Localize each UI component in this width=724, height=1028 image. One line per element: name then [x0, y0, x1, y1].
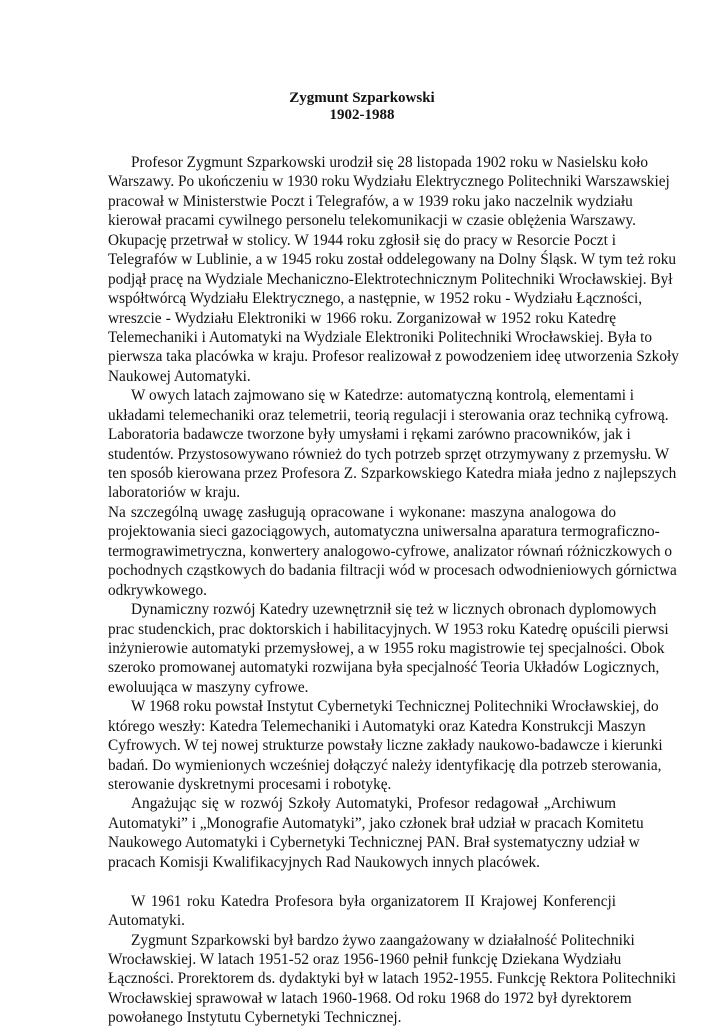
- text-line: W owych latach zajmowano się w Katedrze: automatyczną kontrolą, elementami i: [131, 387, 635, 405]
- paragraph: [108, 600, 669, 697]
- text-line: Naukowej Automatyki.: [108, 367, 251, 385]
- paragraph: [108, 892, 616, 931]
- text-line: Warszawy. Po ukończeniu w 1930 roku Wydziału Elektrycznego Politechniki Warszawskiej: [108, 173, 670, 191]
- text-line: termograwimetryczna, konwertery analogowo-cyfrowe, analizator równań różniczkowych o: [108, 542, 673, 560]
- text-line: współtwórcą Wydziału Elektrycznego, a następnie, w 1952 roku - Wydziału Łączności,: [108, 290, 643, 308]
- text-line: Automatyki” i „Monografie Automatyki”, jako członek brał udział w pracach Komitetu: [108, 814, 644, 832]
- text-line: Automatyki.: [108, 912, 185, 930]
- text-line: powołanego Instytutu Cybernetyki Technicznej.: [108, 1009, 402, 1027]
- text-line: Cyfrowych. W tej nowej strukturze powstały liczne zakłady naukowo-badawcze i kierunki: [108, 737, 663, 755]
- text-line: szeroko promowanej automatyki rozwijana była specjalność Teoria Układów Logicznych,: [108, 659, 660, 677]
- text-line: odkrywkowego.: [108, 581, 207, 599]
- text-line: kierował pracami cywilnego personelu telekomunikacji w czasie oblężenia Warszawy.: [108, 212, 636, 230]
- text-line: W 1961 roku Katedra Profesora była organizatorem II Krajowej Konferencji: [131, 892, 616, 910]
- text-line: ten sposób kierowana przez Profesora Z. Szparkowskiego Katedra miała jedno z najlepszych: [108, 465, 677, 482]
- text-line: wreszcie - Wydziału Elektroniki w 1966 roku. Zorganizował w 1952 roku Katedrę: [108, 309, 616, 327]
- paragraph: [108, 931, 676, 1028]
- paragraph: [108, 697, 663, 794]
- blank-line: [108, 872, 616, 891]
- text-line: Łączności. Prorektorem ds. dydaktyki był w latach 1952-1955. Funkcję Rektora Politechniki: [108, 970, 676, 988]
- text-line: Zygmunt Szparkowski był bardzo żywo zaangażowany w działalność Politechniki: [131, 931, 635, 949]
- document-body: [108, 153, 679, 1028]
- paragraph: [108, 153, 679, 386]
- text-line: studentów. Przystosowywano również do tych potrzeb sprzęt otrzymywany z przemysłu. W: [108, 445, 670, 463]
- text-line: Dynamiczny rozwój Katedry uzewnętrznił się też w licznych obronach dyplomowych: [131, 601, 657, 619]
- text-line: Telemechaniki i Automatyki na Wydziale Elektroniki Politechniki Wrocławskiej. Była to: [108, 328, 652, 346]
- paragraph: [108, 794, 644, 872]
- text-line: prac studenckich, prac doktorskich i habilitacyjnych. W 1953 roku Katedrę opuścili pierwsi: [108, 620, 669, 638]
- text-line: którego weszły: Katedra Telemechaniki i Automatyki oraz Katedra Konstrukcji Maszyn: [108, 717, 646, 735]
- text-line: projektowania sieci gazociągowych, automatyczna uniwersalna aparatura termograficzno-: [108, 523, 660, 541]
- text-line: inżynierowie automatyki przemysłowej, a w 1955 roku magistrowie tej specjalności. Obok: [108, 639, 665, 657]
- text-line: pracach Komisji Kwalifikacyjnych Rad Naukowych innych placówek.: [108, 853, 541, 871]
- text-line: sterowanie dyskretnymi procesami i robotykę.: [108, 776, 392, 793]
- text-line: Wrocławskiej sprawował w latach 1960-1968. Od roku 1968 do 1972 był dyrektorem: [108, 989, 632, 1007]
- text-line: Angażując się w rozwój Szkoły Automatyki, Profesor redagował „Archiwum: [131, 795, 616, 813]
- life-years: 1902-1988: [329, 106, 395, 123]
- person-name: Zygmunt Szparkowski: [289, 90, 435, 106]
- text-line: W 1968 roku powstał Instytut Cybernetyki Technicznej Politechniki Wrocławskiej, do: [131, 698, 659, 716]
- paragraph: [108, 386, 677, 503]
- text-line: pracował w Ministerstwie Poczt i Telegrafów, a w 1939 roku jako naczelnik wydziału: [108, 192, 633, 210]
- text-line: Telegrafów w Lublinie, a w 1945 roku został oddelegowany na Dolny Śląsk. W tym też roku: [108, 251, 677, 269]
- text-line: podjął pracę na Wydziale Mechaniczno-Elektrotechnicznym Politechniki Wrocławskiej. Był: [108, 270, 673, 288]
- text-line: laboratoriów w kraju.: [108, 484, 241, 502]
- text-line: układami telemechaniki oraz telemetrii, teorią regulacji i sterowania oraz techniką cyfrową.: [108, 406, 669, 424]
- text-line: badań. Do wymienionych wcześniej dołączyć należy identyfikację dla potrzeb sterowania,: [108, 756, 662, 774]
- text-line: ewoluująca w maszyny cyfrowe.: [108, 678, 309, 696]
- document-title: [0, 90, 724, 123]
- text-line: Naukowego Automatyki i Cybernetyki Technicznej PAN. Brał systematyczny udział w: [108, 834, 640, 852]
- text-line: Okupację przetrwał w stolicy. W 1944 roku zgłosił się do pracy w Resorcie Poczt i: [108, 231, 616, 249]
- text-line: pierwsza taka placówka w kraju. Profesor realizował z powodzeniem ideę utworzenia Szkoły: [108, 348, 679, 366]
- text-line: Na szczególną uwagę zasługują opracowane i wykonane: maszyna analogowa do: [108, 503, 616, 521]
- text-line: Profesor Zygmunt Szparkowski urodził się 28 listopada 1902 roku w Nasielsku koło: [131, 154, 649, 171]
- text-line: Laboratoria badawcze tworzone były umysłami i rękami zarówno pracowników, jak i: [108, 426, 631, 444]
- text-line: pochodnych cząstkowych do badania filtracji wód w procesach odwodnieniowych górnictwa: [108, 562, 677, 580]
- text-line: Wrocławskiej. W latach 1951-52 oraz 1956-1960 pełnił funkcję Dziekana Wydziału: [108, 950, 622, 968]
- paragraph: [108, 503, 677, 600]
